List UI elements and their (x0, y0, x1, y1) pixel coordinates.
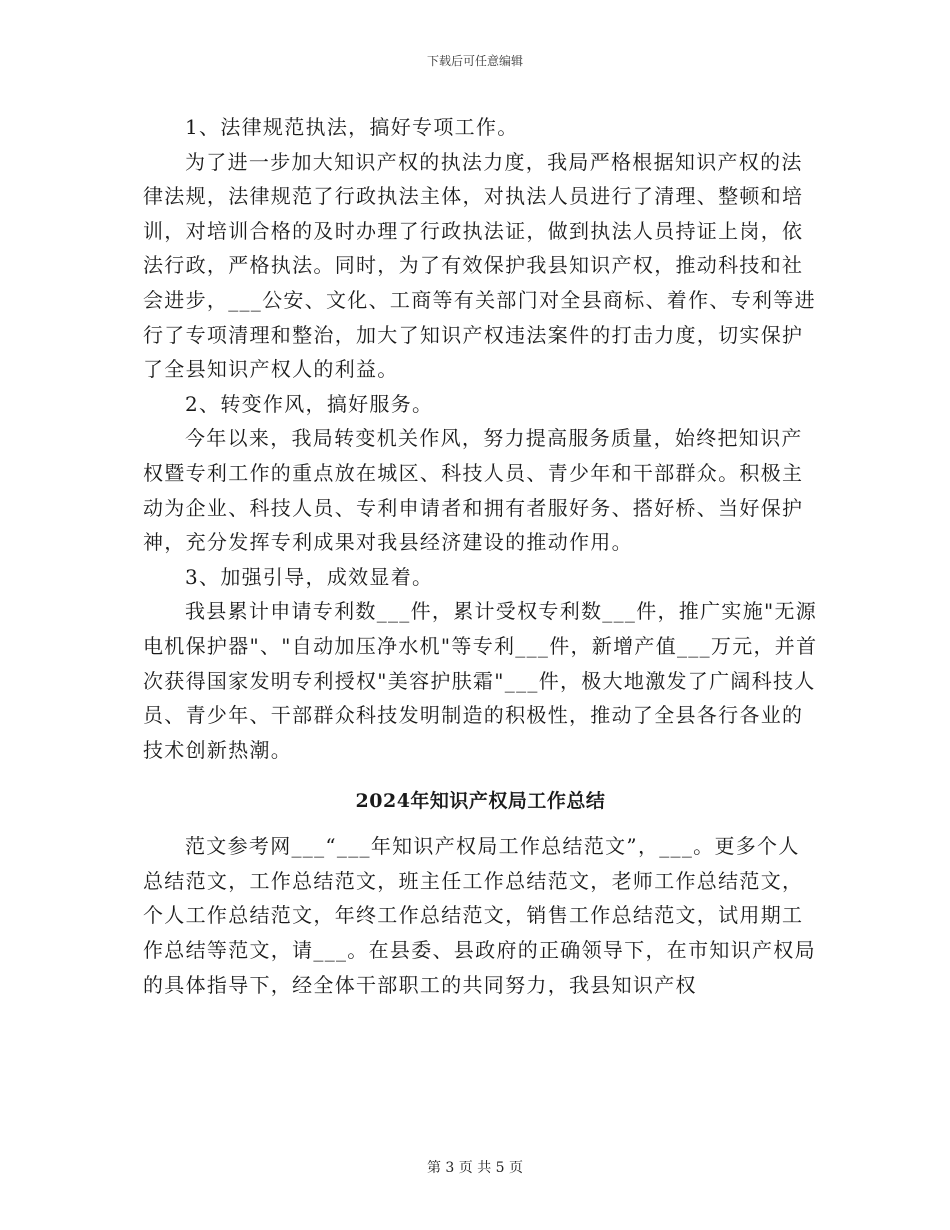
paragraph-1: 为了进一步加大知识产权的执法力度，我局严格根据知识产权的法律法规，法律规范了行政执法主体，对执法人员进行了清理、整顿和培训，对培训合格的及时办理了行政执法证，做到执法人员持证上岗，依法行政，严格执法。同时，为了有效保护我县知识产权，推动科技和社会进步，___公安、文化、工商等有关部门对全县商标、着作、专利等进行了专项清理和整治，加大了知识产权违法案件的打击力度，切实保护了全县知识产权人的利益。 (143, 149, 816, 382)
paragraph-3: 我县累计申请专利数___件，累计受权专利数___件，推广实施"无源电机保护器"、"自动加压净水机"等专利___件，新增产值___万元，并首次获得国家发明专利授权"美容护肤霜"___件，极大地激发了广阔科技人员、青少年、干部群众科技发明制造的积极性，推动了全县各行各业的技术创新热潮。 (143, 599, 818, 762)
paragraph-2: 今年以来，我局转变机关作风，努力提高服务质量，始终把知识产权暨专利工作的重点放在城区、科技人员、青少年和干部群众。积极主动为企业、科技人员、专利申请者和拥有者服好务、搭好桥、当好保护神，充分发挥专利成果对我县经济建设的推动作用。 (143, 426, 804, 555)
page-number: 第 3 页 共 5 页 (426, 1160, 524, 1176)
paragraph-heading-3: 3、加强引导，成效显着。 (185, 564, 434, 589)
page-header: 下载后可任意编辑 (426, 54, 523, 68)
document-body (143, 110, 818, 1002)
paragraph-heading-1: 1、法律规范执法，搞好专项工作。 (185, 115, 519, 139)
paragraph-heading-2: 2、转变作风，搞好服务。 (185, 391, 434, 416)
section-title: 2024年知识产权局工作总结 (355, 790, 606, 813)
paragraph-4: 范文参考网___“___年知识产权局工作总结范文”，___。更多个人总结范文，工作总结范文，班主任工作总结范文，老师工作总结范文，个人工作总结范文，年终工作总结范文，销售工作总结范文，试用期工作总结等范文，请___。在县委、县政府的正确领导下，在市知识产权局的具体指导下，经全体干部职工的共同努力，我县知识产权 (143, 834, 816, 997)
